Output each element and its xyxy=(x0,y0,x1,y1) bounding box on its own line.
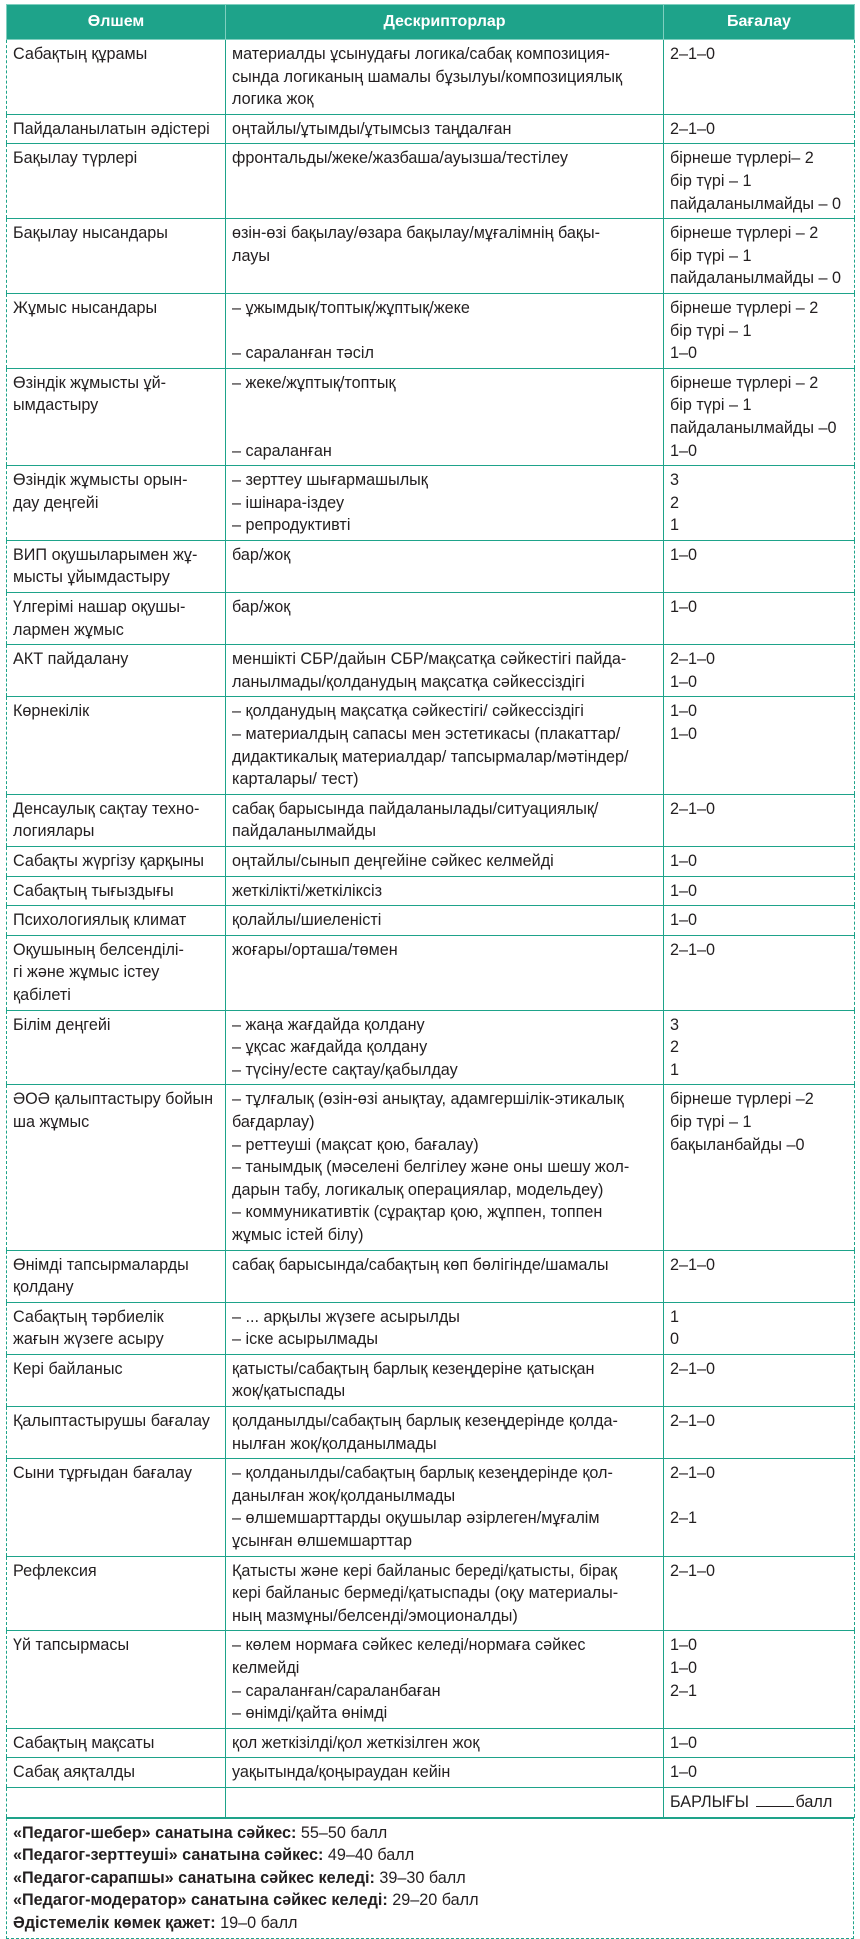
table-row xyxy=(7,906,855,936)
descriptors-cell-line: бағдарлау) xyxy=(232,1112,315,1131)
descriptors-cell-line: жоқ/қатыспады xyxy=(232,1382,346,1401)
descriptors-cell-line: қолайлы/шиеленісті xyxy=(232,911,382,930)
total-unit: балл xyxy=(795,1792,833,1811)
score-cell-line: 1–0 xyxy=(670,672,698,691)
descriptors-cell xyxy=(226,540,664,592)
score-cell-line: пайдаланылмайды – 0 xyxy=(670,194,841,213)
criterion-cell-line: лармен жұмыс xyxy=(13,620,124,639)
score-cell-line: 3 xyxy=(670,1015,680,1034)
table-row xyxy=(7,219,855,294)
score-cell xyxy=(664,368,855,465)
score-cell-line: 2–1–0 xyxy=(670,119,716,138)
criterion-cell-line: Пайдаланылатын әдістері xyxy=(13,119,210,138)
criterion-cell-line: ВИП оқушыларымен жұ- xyxy=(13,545,198,564)
descriptors-cell-line: – өнімді/қайта өнімді xyxy=(232,1704,388,1723)
score-cell-line: пайдаланылмайды –0 xyxy=(670,418,837,437)
criterion-cell xyxy=(7,1728,226,1758)
descriptors-cell xyxy=(226,847,664,877)
table-row xyxy=(7,1085,855,1250)
table-row xyxy=(7,1302,855,1354)
legend-line xyxy=(13,1844,847,1867)
header-score: Бағалау xyxy=(664,5,855,40)
criterion-cell-line: Өзіндік жұмысты орын- xyxy=(13,471,188,490)
criterion-cell-line: Сабақты жүргізу қарқыны xyxy=(13,852,205,870)
descriptors-cell-line: – материалдың сапасы мен эстетикасы (плакаттар/ xyxy=(232,725,621,744)
criterion-cell-line: Психологиялық климат xyxy=(13,911,187,930)
descriptors-cell xyxy=(226,1354,664,1406)
score-cell xyxy=(664,1728,855,1758)
criterion-cell-line: гі және жұмыс істеу xyxy=(13,963,160,982)
score-cell-line: 2 xyxy=(670,1038,680,1057)
criterion-cell-line: дау деңгейі xyxy=(13,493,99,512)
score-cell xyxy=(664,697,855,794)
descriptors-cell xyxy=(226,1728,664,1758)
descriptors-cell-line: пайдаланылмайды xyxy=(232,822,376,841)
criterion-cell xyxy=(7,466,226,541)
criterion-cell xyxy=(7,1758,226,1788)
score-cell xyxy=(664,906,855,936)
criterion-cell xyxy=(7,540,226,592)
criterion-cell-line: Өнімді тапсырмаларды xyxy=(13,1255,189,1274)
descriptors-cell xyxy=(226,794,664,846)
score-cell-line: 1 xyxy=(670,516,680,535)
score-cell-line: 1–0 xyxy=(670,1763,698,1782)
table-row xyxy=(7,697,855,794)
total-score-cell xyxy=(664,1787,855,1817)
descriptors-cell-line: сында логиканың шамалы бұзылуы/композициялық xyxy=(232,67,623,86)
legend-category: «Педагог-зерттеуші» санатына сәйкес: xyxy=(13,1846,324,1865)
score-cell xyxy=(664,794,855,846)
descriptors-cell-line: нылған жоқ/қолданылмады xyxy=(232,1434,437,1453)
criterion-cell-line: Сабақтың құрамы xyxy=(13,45,148,63)
criterion-cell-line: ша жұмыс xyxy=(13,1112,90,1131)
score-cell-line: 2–1 xyxy=(670,1509,698,1528)
rubric-table xyxy=(6,4,855,1818)
score-cell xyxy=(664,935,855,1010)
legend-category: «Педагог-сарапшы» санатына сәйкес келеді: xyxy=(13,1868,375,1887)
score-cell xyxy=(664,1758,855,1788)
descriptors-cell xyxy=(226,697,664,794)
descriptors-cell xyxy=(226,1250,664,1302)
criterion-cell-line: Кері байланыс xyxy=(13,1359,123,1378)
score-cell-line: 1–0 xyxy=(670,852,698,870)
blank-line xyxy=(232,320,657,343)
score-cell-line: 2–1–0 xyxy=(670,1255,716,1274)
criterion-cell-line: Бақылау нысандары xyxy=(13,224,168,243)
total-label: БАРЛЫҒЫ xyxy=(670,1792,750,1811)
score-cell-line: 1–0 xyxy=(670,344,698,363)
descriptors-cell-line: ланылмады/қолданудың мақсатқа сәйкессіздігі xyxy=(232,672,585,691)
score-cell-line: бірнеше түрлері – 2 xyxy=(670,373,819,392)
score-cell xyxy=(664,847,855,877)
criterion-cell xyxy=(7,144,226,219)
descriptors-cell-line: – коммуникативтік (сұрақтар қою, жұппен, топпен xyxy=(232,1203,603,1222)
descriptors-cell-line: сабақ барысында/сабақтың көп бөлігінде/шамалы xyxy=(232,1255,609,1274)
table-row xyxy=(7,1631,855,1728)
criterion-cell xyxy=(7,1631,226,1728)
score-cell-line: 2–1–0 xyxy=(670,1464,716,1483)
score-cell-line: 1–0 xyxy=(670,881,698,900)
criterion-cell xyxy=(7,794,226,846)
score-cell-line: 1–0 xyxy=(670,1636,698,1655)
criterion-cell-line: ымдастыру xyxy=(13,396,99,415)
descriptors-cell xyxy=(226,1085,664,1250)
criterion-cell xyxy=(7,368,226,465)
score-cell-line: 2–1–0 xyxy=(670,940,716,959)
descriptors-cell-line: – сараланған тәсіл xyxy=(232,344,374,363)
descriptors-cell-line: – сараланған xyxy=(232,441,332,460)
descriptors-cell-line: жұмыс істей білу) xyxy=(232,1225,364,1244)
descriptors-cell-line: – қолданылды/сабақтың барлық кезеңдерінде қол- xyxy=(232,1464,613,1483)
legend-range: 55–50 балл xyxy=(296,1823,388,1842)
descriptors-cell-line: қатысты/сабақтың барлық кезеңдеріне қатысқан xyxy=(232,1359,595,1378)
table-row xyxy=(7,1010,855,1085)
score-cell xyxy=(664,1407,855,1459)
descriptors-cell-line: дарын табу, логикалық операциялар, модельдеу) xyxy=(232,1180,604,1199)
criterion-cell xyxy=(7,219,226,294)
score-cell-line: 1–0 xyxy=(670,911,698,930)
descriptors-cell-line: фронтальды/жеке/жазбаша/ауызша/тестілеу xyxy=(232,149,568,168)
criterion-cell-line: Оқушының белсенділі- xyxy=(13,940,184,959)
table-row xyxy=(7,847,855,877)
score-cell-line: 1 xyxy=(670,1307,680,1326)
criterion-cell-line: Қалыптастырушы бағалау xyxy=(13,1412,210,1431)
score-cell xyxy=(664,1631,855,1728)
blank-line xyxy=(232,417,657,440)
criterion-cell-line: мысты ұйымдастыру xyxy=(13,568,170,587)
criterion-cell xyxy=(7,1010,226,1085)
descriptors-cell xyxy=(226,114,664,144)
descriptors-cell xyxy=(226,876,664,906)
legend-category: Әдістемелік көмек қажет: xyxy=(13,1913,216,1932)
score-cell-line: бір түрі – 1 xyxy=(670,321,752,340)
descriptors-cell-line: Қатысты және кері байланыс береді/қатысты, бірақ xyxy=(232,1561,618,1580)
score-cell-line: 1–0 xyxy=(670,702,698,721)
descriptors-cell xyxy=(226,593,664,645)
score-cell xyxy=(664,1459,855,1556)
score-cell-line: бірнеше түрлері – 2 xyxy=(670,224,819,243)
descriptors-cell-line: – зерттеу шығармашылық xyxy=(232,471,428,490)
criterion-cell xyxy=(7,1556,226,1631)
score-cell xyxy=(664,876,855,906)
table-row xyxy=(7,1407,855,1459)
descriptors-cell-line: – танымдық (мәселені белгілеу және оны шешу жол- xyxy=(232,1158,630,1177)
score-cell xyxy=(664,1085,855,1250)
descriptors-cell xyxy=(226,40,664,115)
score-cell-line: 1–0 xyxy=(670,598,698,617)
score-cell xyxy=(664,1010,855,1085)
descriptors-cell-line: ның мазмұны/белсенді/эмоционалды) xyxy=(232,1606,518,1625)
descriptors-cell-line: – ... арқылы жүзеге асырылды xyxy=(232,1307,460,1326)
criterion-cell xyxy=(7,1407,226,1459)
criterion-cell-line: Жұмыс нысандары xyxy=(13,298,158,317)
descriptors-cell-line: – реттеуші (мақсат қою, бағалау) xyxy=(232,1135,479,1154)
descriptors-cell xyxy=(226,1302,664,1354)
score-cell-line: бірнеше түрлері– 2 xyxy=(670,149,814,168)
header-descriptors: Дескрипторлар xyxy=(226,5,664,40)
descriptors-cell-line: жоғары/орташа/төмен xyxy=(232,940,398,959)
score-cell xyxy=(664,40,855,115)
table-row xyxy=(7,794,855,846)
table-row xyxy=(7,114,855,144)
score-cell-line: 1–0 xyxy=(670,1733,698,1752)
score-cell-line: 2–1–0 xyxy=(670,45,716,63)
descriptors-cell-line: уақытында/қоңыраудан кейін xyxy=(232,1763,451,1782)
score-cell xyxy=(664,645,855,697)
total-row xyxy=(7,1787,855,1817)
descriptors-cell-line: – ішінара-іздеу xyxy=(232,493,345,512)
criterion-cell-line: АКТ пайдалану xyxy=(13,650,129,669)
descriptors-cell-line: – түсіну/есте сақтау/қабылдау xyxy=(232,1060,458,1079)
criterion-cell xyxy=(7,1354,226,1406)
descriptors-cell-line: өзін-өзі бақылау/өзара бақылау/мұғалімнің бақы- xyxy=(232,224,601,243)
score-cell-line: бір түрі – 1 xyxy=(670,1112,752,1131)
descriptors-cell-line: материалды ұсынудағы логика/сабақ композиция- xyxy=(232,45,610,63)
total-blank-field[interactable] xyxy=(756,1792,794,1807)
score-cell-line: 1–0 xyxy=(670,545,698,564)
descriptors-cell-line: кері байланыс бермеді/қатыспады (оқу материалы- xyxy=(232,1584,619,1603)
criterion-cell xyxy=(7,847,226,877)
descriptors-cell-line: келмейді xyxy=(232,1659,300,1677)
table-row xyxy=(7,540,855,592)
table-row xyxy=(7,1728,855,1758)
criterion-cell-line: Көрнекілік xyxy=(13,702,90,721)
score-cell xyxy=(664,219,855,294)
table-row xyxy=(7,1758,855,1788)
descriptors-cell-line: бар/жоқ xyxy=(232,598,291,617)
criterion-cell-line: қолдану xyxy=(13,1278,74,1297)
score-cell xyxy=(664,593,855,645)
descriptors-cell-line: қол жеткізілді/қол жеткізілген жоқ xyxy=(232,1733,480,1752)
descriptors-cell xyxy=(226,1631,664,1728)
legend-range: 39–30 балл xyxy=(374,1868,466,1887)
descriptors-cell-line: жеткілікті/жеткіліксіз xyxy=(232,881,383,900)
criterion-cell-line: Сабақ аяқталды xyxy=(13,1763,135,1782)
score-cell xyxy=(664,114,855,144)
descriptors-cell-line: меншікті СБР/дайын СБР/мақсатқа сәйкестігі пайда- xyxy=(232,650,627,669)
score-cell xyxy=(664,1250,855,1302)
table-row xyxy=(7,466,855,541)
table-row xyxy=(7,1354,855,1406)
descriptors-cell xyxy=(226,906,664,936)
descriptors-cell xyxy=(226,935,664,1010)
descriptors-cell-line: – өлшемшарттарды оқушылар әзірлеген/мұғалім xyxy=(232,1509,600,1528)
score-cell-line: 2–1–0 xyxy=(670,799,716,818)
descriptors-cell-line: – ұқсас жағдайда қолдану xyxy=(232,1038,428,1057)
score-cell-line: пайдаланылмайды – 0 xyxy=(670,269,841,288)
score-cell-line: 3 xyxy=(670,471,680,490)
rubric-page xyxy=(6,4,854,1932)
legend-category: «Педагог-модератор» санатына сәйкес келеді: xyxy=(13,1891,388,1910)
descriptors-cell-line: оңтайлы/ұтымды/ұтымсыз таңдалған xyxy=(232,119,512,138)
criterion-cell-line: Сабақтың тығыздығы xyxy=(13,881,174,900)
table-row xyxy=(7,593,855,645)
criterion-cell-line: ӘОӘ қалыптастыру бойын xyxy=(13,1090,214,1109)
criterion-cell xyxy=(7,906,226,936)
legend-category: «Педагог-шебер» санатына сәйкес: xyxy=(13,1823,297,1842)
score-cell-line: бір түрі – 1 xyxy=(670,396,752,415)
descriptors-cell xyxy=(226,1010,664,1085)
criterion-cell-line: Рефлексия xyxy=(13,1561,97,1580)
descriptors-cell-line: карталары/ тест) xyxy=(232,770,359,789)
table-row xyxy=(7,876,855,906)
legend-line xyxy=(13,1867,847,1890)
score-cell xyxy=(664,1354,855,1406)
score-cell-line: бірнеше түрлері –2 xyxy=(670,1090,814,1109)
descriptors-cell-line: – іске асырылмады xyxy=(232,1330,378,1349)
descriptors-cell xyxy=(226,466,664,541)
descriptors-cell-line: – сараланған/сараланбаған xyxy=(232,1681,441,1700)
score-cell xyxy=(664,293,855,368)
score-cell xyxy=(664,1302,855,1354)
criterion-cell-line: Үй тапсырмасы xyxy=(13,1636,130,1655)
legend-line xyxy=(13,1889,847,1912)
criterion-cell-line: Өзіндік жұмысты ұй- xyxy=(13,373,167,392)
criterion-cell-line: жағын жүзеге асыру xyxy=(13,1330,164,1349)
descriptors-cell-line: логика жоқ xyxy=(232,90,314,109)
descriptors-cell-line: бар/жоқ xyxy=(232,545,291,564)
criterion-cell xyxy=(7,40,226,115)
descriptors-cell xyxy=(226,1407,664,1459)
descriptors-cell-line: – көлем нормаға сәйкес келеді/нормаға сәйкес xyxy=(232,1636,586,1655)
legend-range: 19–0 балл xyxy=(215,1913,298,1932)
criterion-cell xyxy=(7,593,226,645)
table-row xyxy=(7,1556,855,1631)
total-empty-cell xyxy=(226,1787,664,1817)
score-cell-line: бақыланбайды –0 xyxy=(670,1135,805,1154)
descriptors-cell-line: данылған жоқ/қолданылмады xyxy=(232,1486,456,1505)
criterion-cell-line: Үлгерімі нашар оқушы- xyxy=(13,598,186,617)
criterion-cell-line: Денсаулық сақтау техно- xyxy=(13,799,200,818)
criterion-cell-line: Сыни тұрғыдан бағалау xyxy=(13,1464,192,1483)
descriptors-cell xyxy=(226,645,664,697)
score-cell-line: 1–0 xyxy=(670,725,698,744)
legend-line xyxy=(13,1822,847,1845)
criterion-cell-line: Сабақтың мақсаты xyxy=(13,1733,155,1752)
descriptors-cell xyxy=(226,1556,664,1631)
blank-line xyxy=(232,394,657,417)
score-cell-line: 0 xyxy=(670,1330,680,1349)
table-row xyxy=(7,144,855,219)
descriptors-cell-line: – жаңа жағдайда қолдану xyxy=(232,1015,425,1034)
criterion-cell xyxy=(7,645,226,697)
legend-line xyxy=(13,1912,847,1935)
score-cell xyxy=(664,466,855,541)
descriptors-cell-line: – тұлғалық (өзін-өзі анықтау, адамгершілік-этикалық xyxy=(232,1090,624,1109)
descriptors-cell-line: ұсынған өлшемшарттар xyxy=(232,1532,412,1551)
score-cell-line: бір түрі – 1 xyxy=(670,246,752,265)
criterion-cell xyxy=(7,1459,226,1556)
descriptors-cell xyxy=(226,144,664,219)
score-cell-line: бірнеше түрлері – 2 xyxy=(670,298,819,317)
table-row xyxy=(7,368,855,465)
score-cell-line: бір түрі – 1 xyxy=(670,171,752,190)
legend-range: 49–40 балл xyxy=(323,1846,415,1865)
criterion-cell-line: Бақылау түрлері xyxy=(13,149,138,168)
descriptors-cell-line: қолданылды/сабақтың барлық кезеңдерінде қолда- xyxy=(232,1412,618,1431)
criterion-cell xyxy=(7,1302,226,1354)
criterion-cell xyxy=(7,876,226,906)
descriptors-cell-line: – жеке/жұптық/топтық xyxy=(232,373,396,392)
descriptors-cell xyxy=(226,219,664,294)
score-cell-line: 2–1–0 xyxy=(670,1561,716,1580)
score-cell xyxy=(664,540,855,592)
table-row xyxy=(7,40,855,115)
table-row xyxy=(7,645,855,697)
table-row xyxy=(7,935,855,1010)
descriptors-cell-line: дидактикалық материалдар/ тапсырмалар/мәтіндер/ xyxy=(232,747,629,766)
descriptors-cell xyxy=(226,1459,664,1556)
score-cell-line: 1–0 xyxy=(670,1659,698,1677)
score-cell-line: 1–0 xyxy=(670,441,698,460)
score-cell xyxy=(664,144,855,219)
criterion-cell-line: логиялары xyxy=(13,822,95,841)
table-row xyxy=(7,293,855,368)
legend-range: 29–20 балл xyxy=(387,1891,479,1910)
criterion-cell xyxy=(7,114,226,144)
score-cell-line: 2–1 xyxy=(670,1681,698,1700)
descriptors-cell-line: – ұжымдық/топтық/жұптық/жеке xyxy=(232,298,470,317)
blank-line xyxy=(670,1485,848,1508)
criterion-cell xyxy=(7,935,226,1010)
criterion-cell xyxy=(7,293,226,368)
score-cell-line: 2–1–0 xyxy=(670,1359,716,1378)
descriptors-cell-line: – қолданудың мақсатқа сәйкестігі/ сәйкессіздігі xyxy=(232,702,584,721)
score-cell-line: 2–1–0 xyxy=(670,1412,716,1431)
descriptors-cell-line: – репродуктивті xyxy=(232,516,351,535)
total-empty-cell xyxy=(7,1787,226,1817)
criterion-cell xyxy=(7,1250,226,1302)
table-header-row xyxy=(7,5,855,40)
criterion-cell-line: қабілеті xyxy=(13,985,71,1004)
rubric-body xyxy=(7,40,855,1818)
score-cell xyxy=(664,1556,855,1631)
descriptors-cell-line: сабақ барысында пайдаланылады/ситуациялық/ xyxy=(232,799,599,818)
descriptors-cell-line: лауы xyxy=(232,246,270,265)
descriptors-cell xyxy=(226,1758,664,1788)
table-row xyxy=(7,1459,855,1556)
descriptors-cell xyxy=(226,368,664,465)
score-cell-line: 1 xyxy=(670,1060,680,1079)
score-cell-line: 2 xyxy=(670,493,680,512)
criterion-cell-line: Сабақтың тәрбиелік xyxy=(13,1307,164,1326)
descriptors-cell-line: оңтайлы/сынып деңгейіне сәйкес келмейді xyxy=(232,852,554,870)
criterion-cell xyxy=(7,1085,226,1250)
criterion-cell-line: Білім деңгейі xyxy=(13,1015,111,1034)
header-criterion: Өлшем xyxy=(7,5,226,40)
descriptors-cell xyxy=(226,293,664,368)
criterion-cell xyxy=(7,697,226,794)
score-cell-line: 2–1–0 xyxy=(670,650,716,669)
table-row xyxy=(7,1250,855,1302)
score-legend xyxy=(6,1818,854,1939)
